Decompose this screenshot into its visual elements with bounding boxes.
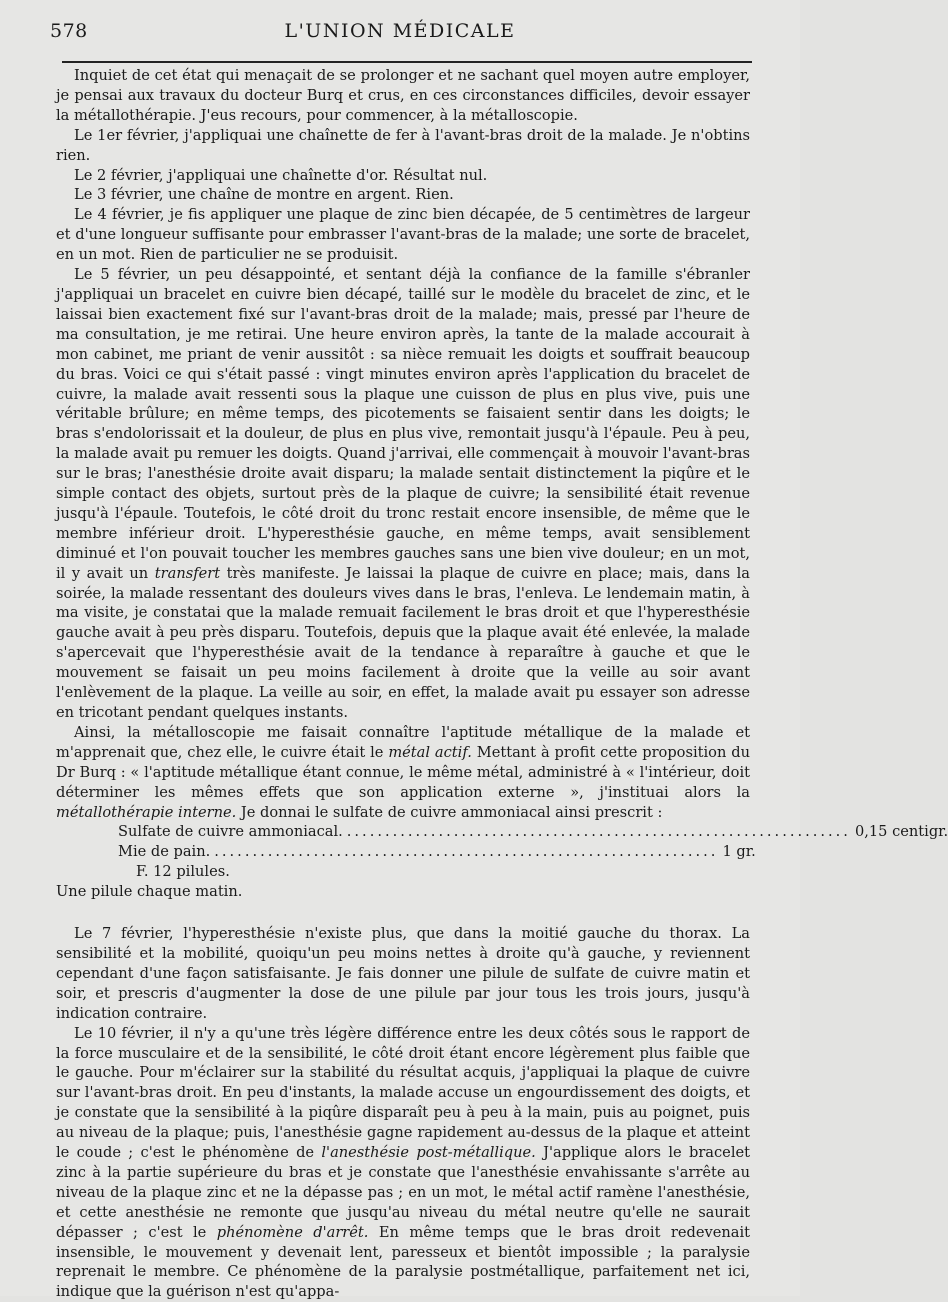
text-run: En même temps que le bras droit redevenait insensible, le mouvement y devenait lent, paresseux et bientôt impossible ; la paralysie reprenait le membre. Ce phénomène de la paralysie postmétallique, parfaitement net ici, indique que la guérison n'est qu'appa- [56, 1223, 751, 1301]
ingredient-name: Sulfate de cuivre ammoniacal. [118, 823, 343, 841]
paragraph-feb-4: Le 4 février, je fis appliquer une plaque de zinc bien décapée, de 5 centimètres de largeur et d'une longueur suffisante pour embrasser l'avant-bras de la malade; une sorte de bracelet, en un mot. Rien de particulier ne se produisit. [56, 206, 750, 264]
paragraph-feb-3: Le 3 février, une chaîne de montre en argent. Rien. [74, 186, 454, 204]
emphasis-metallotherapie: métallothérapie interne. [56, 803, 237, 821]
page-header [0, 20, 800, 50]
paragraph-feb-5 [56, 265, 750, 723]
text-run: Le 10 février, il n'y a qu'une très légère différence entre les deux côtés sous le rapport de la force musculaire et de la sensibilité, le côté droit étant encore légèrement plus faible que le gauche. Pour m'éclairer sur la stabilité du résultat acquis, j'appliquai la plaque de cuivre sur l'avant-bras droit. En peu d'instants, la malade accuse un engourdissement des doigts, et je constate que la sensibilité à la piqûre disparaît peu à peu à la main, puis au poignet, puis au niveau de la plaque; puis, l'anesthésie gagne rapidement au-dessus de la plaque et atteint le coude ; c'est le phénomène de [56, 1024, 750, 1162]
paragraph-feb-1: Le 1er février, j'appliquai une chaînette de fer à l'avant-bras droit de la malade. Je n'obtins rien. [56, 126, 750, 164]
paragraph-metalloscopie [56, 723, 750, 823]
prescription-dosage: Une pilule chaque matin. [56, 883, 243, 901]
text-run: Le 5 février, un peu désappointé, et sentant déjà la confiance de la famille s'ébranler j'appliquai un bracelet en cuivre bien décapé, taillé sur le modèle du bracelet de zinc, et le laissai bien exactement fixé sur l'avant-bras droit de la malade; mais, pressé par l'heure de ma consultation, je me retirai. Une heure environ après, la tante de la malade accourait à mon cabinet, me priant de venir aussitôt : sa nièce remuait les doigts et souffrait beaucoup du bras. Voici ce qui s'était passé : vingt minutes environ après l'application du bracelet de cuivre, la malade avait ressenti sous la plaque une cuisson de plus en plus vive, puis une véritable brûlure; en même temps, des picotements se faisaient sentir dans les doigts; le bras s'endolorissait et la douleur, de plus en plus vive, remontait jusqu'à l'épaule. Peu à peu, la malade avait pu remuer les doigts. Quand j'arrivai, elle commençait à mouvoir l'avant-bras sur le bras; l'anesthésie droite avait disparu; la malade sentait distinctement la piqûre et le simple contact des objets, surtout près de la plaque de cuivre; la sensibilité était revenue jusqu'à l'épaule. Toutefois, le côté droit du tronc restait encore insensible, de même que le membre inférieur droit. L'hyperesthésie gauche, en même temps, avait sensiblement diminué et l'on pouvait toucher les membres gauches sans une bien vive douleur; en un mot, il y avait un [56, 266, 750, 582]
ingredient-quantity: 0,15 centigr. [854, 823, 948, 841]
header-rule [62, 61, 752, 63]
text-run: Mettant à profit cette proposition du Dr Burq : « l'aptitude métallique étant connue, le même métal, administré à « l'intérieur, doit déterminer les mêmes effets que son application externe », j'instituai alors la [56, 743, 750, 801]
paragraph-intro: Inquiet de cet état qui menaçait de se prolonger et ne sachant quel moyen autre employer, je pensai aux travaux du docteur Burq et crus, en ces circonstances difficiles, devoir essayer la métallothérapie. J'eus recours, pour commencer, à la métalloscopie. [56, 67, 750, 124]
emphasis-phenomene-arret: phénomène d'arrêt. [216, 1223, 369, 1241]
ingredient-quantity: 1 gr. [722, 843, 756, 861]
page-number: 578 [50, 20, 88, 42]
emphasis-anesthesie-post-metallique: l'anesthésie post-métallique. [321, 1144, 536, 1162]
text-run: J'applique alors le bracelet zinc à la partie supérieure du bras et je constate que l'anesthésie envahissante s'arrête au niveau de la plaque zinc et ne la dépasse pas ; en un mot, le métal actif ramène l'anesthésie, et cette anesthésie ne remonte que jusqu'au niveau du métal neutre qu'elle ne saurait dépasser ; c'est le [56, 1144, 750, 1241]
prescription [118, 822, 948, 882]
leader-dots: .................................................................. [346, 823, 851, 841]
leader-dots: .................................................................. [214, 843, 719, 861]
prescription-line [118, 822, 948, 842]
running-title: L'UNION MÉDICALE [284, 20, 516, 42]
text-run: Je donnai le sulfate de cuivre ammoniacal ainsi prescrit : [240, 803, 663, 821]
text-run: Ainsi, la métalloscopie me faisait connaître l'aptitude métallique de la malade et m'apprenait que, chez elle, le cuivre était le [56, 723, 750, 761]
paragraph-feb-10 [56, 1024, 750, 1302]
ingredient-name: Mie de pain. [118, 843, 211, 861]
article-body [56, 66, 948, 1302]
prescription-line [118, 842, 756, 862]
prescription-fiat: F. 12 pilules. [136, 863, 230, 881]
text-run: très manifeste. Je laissai la plaque de cuivre en place; mais, dans la soirée, la malade ressentant des douleurs vives dans le bras, l'enleva. Le lendemain matin, à ma visite, je constatai que la malade remuait facilement le bras droit et que l'hyperesthésie gauche avait à peu près disparu. Toutefois, depuis que la plaque avait été enlevée, la malade s'apercevait que l'hyperesthésie avait de la tendance à reparaître à gauche et que le mouvement se faisait un peu moins facilement à droite que la veille au soir avant l'enlèvement de la plaque. La veille au soir, en effet, la malade avait pu essayer son adresse en tricotant pendant quelques instants. [56, 564, 751, 721]
emphasis-transfert: transfert [154, 564, 221, 582]
paragraph-feb-7: Le 7 février, l'hyperesthésie n'existe plus, que dans la moitié gauche du thorax. La sensibilité et la mobilité, quoiqu'un peu moins nettes à droite qu'à gauche, y reviennent cependant d'une façon satisfaisante. Je fais donner une pilule de sulfate de cuivre matin et soir, et prescris d'augmenter la dose de une pilule par jour tous les trois jours, jusqu'à indication contraire. [56, 925, 750, 1022]
emphasis-metal-actif: métal actif. [388, 743, 472, 761]
paragraph-feb-2: Le 2 février, j'appliquai une chaînette d'or. Résultat nul. [74, 166, 488, 184]
